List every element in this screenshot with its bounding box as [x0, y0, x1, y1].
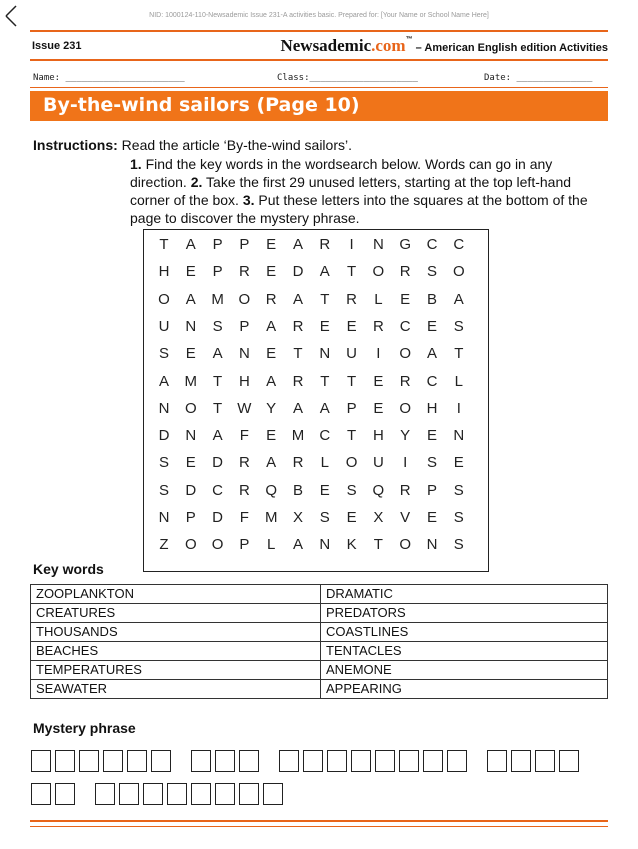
- letter-box[interactable]: [55, 750, 75, 772]
- grid-letter: A: [185, 236, 196, 253]
- grid-letter: P: [239, 236, 250, 253]
- grid-letter: C: [399, 317, 411, 335]
- grid-letter: T: [293, 345, 303, 363]
- grid-letter: R: [399, 372, 411, 390]
- wordsearch-grid: [143, 229, 489, 572]
- page-title: By-the-wind sailors (Page 10): [43, 94, 360, 116]
- grid-letter: P: [239, 317, 250, 335]
- grid-letter: A: [292, 236, 303, 253]
- grid-letter: L: [320, 454, 329, 472]
- name-field[interactable]: Name: ______________________: [33, 73, 185, 83]
- table-row: [31, 623, 608, 642]
- class-field[interactable]: Class:____________________: [277, 73, 418, 83]
- grid-letter: Q: [372, 481, 385, 499]
- instructions-intro: [33, 137, 352, 153]
- grid-letter: A: [319, 399, 330, 417]
- grid-letter: R: [319, 236, 331, 253]
- grid-letter: C: [319, 427, 331, 445]
- keyword-cell: ZOOPLANKTON: [31, 585, 321, 604]
- edition-label: – American English edition Activities: [412, 42, 608, 54]
- grid-letter: E: [266, 427, 277, 445]
- grid-letter: S: [346, 481, 357, 499]
- grid-letter: H: [158, 263, 170, 281]
- grid-letter: E: [319, 317, 330, 335]
- step-1-number: 1.: [130, 156, 142, 172]
- grid-letter: U: [372, 454, 384, 472]
- letter-box[interactable]: [351, 750, 371, 772]
- instructions-steps: [130, 155, 608, 227]
- grid-letter: L: [267, 536, 276, 554]
- grid-letter: A: [319, 263, 330, 281]
- grid-letter: E: [426, 427, 437, 445]
- grid-letter: T: [320, 290, 330, 308]
- grid-letter: P: [212, 236, 223, 253]
- grid-letter: M: [184, 372, 198, 390]
- table-row: [31, 604, 608, 623]
- grid-letter: N: [158, 509, 170, 526]
- letter-box[interactable]: [327, 750, 347, 772]
- grid-letter: T: [347, 263, 357, 281]
- grid-letter: H: [426, 399, 438, 417]
- grid-letter: T: [347, 372, 357, 390]
- grid-letter: T: [373, 536, 383, 554]
- instructions-label: Instructions:: [33, 137, 118, 153]
- grid-letter: E: [453, 454, 464, 472]
- grid-letter: A: [158, 372, 169, 390]
- grid-letter: T: [213, 399, 223, 417]
- grid-letter: D: [292, 263, 304, 281]
- grid-letter: R: [399, 481, 411, 499]
- table-row: [31, 661, 608, 680]
- letter-box[interactable]: [303, 750, 323, 772]
- grid-letter: R: [372, 317, 384, 335]
- letter-box[interactable]: [399, 750, 419, 772]
- table-row: [31, 680, 608, 699]
- letter-box[interactable]: [167, 783, 187, 805]
- header-rule: [30, 59, 608, 61]
- grid-letter: E: [426, 317, 437, 335]
- corner-arrow-icon: [0, 0, 42, 42]
- brand-line: [280, 36, 608, 56]
- grid-letter: S: [158, 345, 169, 363]
- grid-letter: E: [266, 345, 277, 363]
- letter-box[interactable]: [79, 750, 99, 772]
- keyword-cell: TEMPERATURES: [31, 661, 321, 680]
- grid-letter: U: [346, 345, 358, 363]
- keywords-table: [30, 584, 608, 699]
- issue-number: Issue 231: [32, 40, 82, 52]
- grid-letter: V: [400, 509, 411, 526]
- grid-letter: P: [426, 481, 437, 499]
- grid-letter: O: [372, 263, 385, 281]
- trademark: ™: [405, 36, 413, 43]
- footer-rule: [30, 820, 608, 822]
- date-field[interactable]: Date: ______________: [484, 73, 593, 83]
- letter-box[interactable]: [127, 750, 147, 772]
- grid-letter: Y: [400, 427, 411, 445]
- grid-letter: C: [212, 481, 224, 499]
- letter-box[interactable]: [447, 750, 467, 772]
- grid-letter: A: [266, 317, 277, 335]
- keyword-cell: DRAMATIC: [321, 585, 608, 604]
- grid-letter: R: [238, 481, 250, 499]
- logo-dotcom: .com: [371, 36, 406, 55]
- step-3-number: 3.: [242, 192, 255, 208]
- grid-letter: A: [292, 290, 303, 308]
- keyword-cell: PREDATORS: [321, 604, 608, 623]
- grid-letter: S: [453, 317, 464, 335]
- grid-letter: R: [346, 290, 358, 308]
- grid-letter: L: [374, 290, 383, 308]
- grid-letter: P: [212, 263, 223, 281]
- grid-letter: S: [426, 263, 437, 281]
- mystery-phrase-title: Mystery phrase: [33, 720, 136, 736]
- grid-letter: O: [158, 290, 170, 308]
- letter-box[interactable]: [375, 750, 395, 772]
- instructions-intro-text: Read the article ‘By-the-wind sailors’.: [117, 137, 352, 153]
- letter-box[interactable]: [535, 750, 555, 772]
- grid-letter: M: [264, 509, 278, 526]
- grid-letter: N: [372, 236, 384, 253]
- grid-letter: E: [400, 290, 411, 308]
- grid-letter: O: [399, 345, 412, 363]
- grid-letter: C: [426, 372, 438, 390]
- grid-letter: X: [292, 509, 303, 526]
- nid-line: NID: 1000124-110-Newsademic Issue 231-A activities basic. Prepared for: [Your Name or School Name Here]: [149, 12, 489, 19]
- grid-letter: S: [426, 454, 437, 472]
- grid-letter: T: [159, 236, 169, 253]
- letter-box[interactable]: [511, 750, 531, 772]
- grid-letter: E: [346, 509, 357, 526]
- grid-letter: T: [347, 427, 357, 445]
- letter-box[interactable]: [191, 783, 211, 805]
- grid-letter: S: [319, 509, 330, 526]
- grid-letter: Y: [266, 399, 277, 417]
- grid-letter: S: [158, 481, 169, 499]
- letter-box[interactable]: [487, 750, 507, 772]
- grid-letter: N: [426, 536, 438, 554]
- grid-letter: R: [292, 372, 304, 390]
- keyword-cell: ANEMONE: [321, 661, 608, 680]
- grid-letter: N: [238, 345, 250, 363]
- grid-letter: E: [373, 372, 384, 390]
- grid-letter: N: [453, 427, 465, 445]
- grid-letter: F: [239, 427, 249, 445]
- letter-box[interactable]: [423, 750, 443, 772]
- grid-letter: N: [319, 536, 331, 554]
- step-2-number: 2.: [190, 174, 203, 190]
- letter-box[interactable]: [31, 750, 51, 772]
- grid-letter: S: [158, 454, 169, 472]
- keyword-cell: APPEARING: [321, 680, 608, 699]
- grid-letter: I: [376, 345, 381, 363]
- letter-box[interactable]: [239, 783, 259, 805]
- grid-letter: T: [454, 345, 464, 363]
- grid-letter: G: [399, 236, 412, 253]
- grid-letter: H: [238, 372, 250, 390]
- grid-letter: E: [346, 317, 357, 335]
- grid-letter: P: [346, 399, 357, 417]
- keyword-cell: TENTACLES: [321, 642, 608, 661]
- grid-letter: D: [212, 509, 224, 526]
- grid-letter: O: [452, 263, 465, 281]
- grid-letter: A: [453, 290, 464, 308]
- grid-letter: O: [211, 536, 224, 554]
- grid-letter: E: [266, 236, 277, 253]
- grid-letter: A: [292, 536, 303, 554]
- title-banner: [30, 91, 608, 121]
- grid-letter: T: [213, 372, 223, 390]
- grid-letter: E: [266, 263, 277, 281]
- letter-box[interactable]: [263, 783, 283, 805]
- grid-letter: L: [454, 372, 463, 390]
- grid-letter: U: [158, 317, 170, 335]
- grid-letter: C: [453, 236, 465, 253]
- keywords-title: Key words: [33, 561, 104, 577]
- grid-letter: R: [238, 263, 250, 281]
- grid-letter: R: [292, 317, 304, 335]
- grid-letter: K: [346, 536, 357, 554]
- grid-letter: N: [319, 345, 331, 363]
- keyword-cell: THOUSANDS: [31, 623, 321, 642]
- grid-letter: O: [399, 536, 412, 554]
- grid-letter: R: [292, 454, 304, 472]
- grid-letter: N: [185, 317, 197, 335]
- grid-letter: O: [345, 454, 358, 472]
- grid-letter: Z: [159, 536, 169, 554]
- letter-box[interactable]: [239, 750, 259, 772]
- grid-letter: S: [453, 536, 464, 554]
- top-rule: [30, 30, 608, 32]
- grid-letter: A: [292, 399, 303, 417]
- grid-letter: C: [426, 236, 438, 253]
- grid-letter: H: [372, 427, 384, 445]
- letter-box[interactable]: [191, 750, 211, 772]
- keyword-cell: SEAWATER: [31, 680, 321, 699]
- letter-box[interactable]: [279, 750, 299, 772]
- grid-letter: I: [456, 399, 461, 417]
- letter-box[interactable]: [119, 783, 139, 805]
- grid-letter: M: [291, 427, 305, 445]
- grid-letter: R: [399, 263, 411, 281]
- grid-letter: O: [184, 536, 197, 554]
- grid-letter: O: [238, 290, 251, 308]
- grid-letter: A: [212, 427, 223, 445]
- grid-letter: A: [266, 372, 277, 390]
- grid-letter: P: [185, 509, 196, 526]
- grid-letter: A: [185, 290, 196, 308]
- grid-letter: I: [349, 236, 354, 253]
- grid-letter: F: [239, 509, 249, 526]
- table-row: [31, 642, 608, 661]
- newsademic-logo: Newsademic: [280, 36, 372, 55]
- fields-rule: [30, 87, 608, 88]
- letter-box[interactable]: [103, 750, 123, 772]
- grid-letter: Q: [265, 481, 278, 499]
- grid-letter: E: [426, 509, 437, 526]
- grid-letter: E: [185, 345, 196, 363]
- letter-box[interactable]: [143, 783, 163, 805]
- step-2-text: Take the first 29 unused letters, starting at the top left-hand corner of the box.: [130, 174, 572, 208]
- grid-letter: A: [426, 345, 437, 363]
- grid-letter: O: [184, 399, 197, 417]
- keyword-cell: COASTLINES: [321, 623, 608, 642]
- grid-letter: E: [185, 263, 196, 281]
- step-3-text: Put these letters into the squares at the bottom of the page to discover the mystery phrase.: [130, 192, 588, 226]
- step-1-text: Find the key words in the wordsearch below. Words can go in any direction.: [130, 156, 553, 190]
- grid-letter: X: [373, 509, 384, 526]
- grid-letter: B: [426, 290, 437, 308]
- grid-letter: S: [453, 509, 464, 526]
- grid-letter: O: [399, 399, 412, 417]
- grid-letter: R: [238, 454, 250, 472]
- keyword-cell: CREATURES: [31, 604, 321, 623]
- grid-letter: E: [185, 454, 196, 472]
- table-row: [31, 585, 608, 604]
- letter-box[interactable]: [151, 750, 171, 772]
- grid-letter: N: [185, 427, 197, 445]
- grid-letter: D: [185, 481, 197, 499]
- grid-letter: E: [319, 481, 330, 499]
- letter-box[interactable]: [55, 783, 75, 805]
- grid-letter: W: [237, 399, 252, 417]
- grid-letter: E: [373, 399, 384, 417]
- keyword-cell: BEACHES: [31, 642, 321, 661]
- footer-rule-thin: [30, 826, 608, 827]
- letter-box[interactable]: [95, 783, 115, 805]
- grid-letter: N: [158, 399, 170, 417]
- grid-letter: A: [266, 454, 277, 472]
- grid-letter: D: [158, 427, 170, 445]
- letter-box[interactable]: [215, 750, 235, 772]
- grid-letter: D: [212, 454, 224, 472]
- grid-letter: P: [239, 536, 250, 554]
- grid-letter: A: [212, 345, 223, 363]
- grid-letter: I: [403, 454, 408, 472]
- letter-box[interactable]: [31, 783, 51, 805]
- letter-box[interactable]: [215, 783, 235, 805]
- grid-letter: T: [320, 372, 330, 390]
- grid-letter: S: [212, 317, 223, 335]
- grid-letter: B: [292, 481, 303, 499]
- grid-letter: S: [453, 481, 464, 499]
- grid-letter: M: [211, 290, 224, 308]
- letter-box[interactable]: [559, 750, 579, 772]
- grid-letter: R: [265, 290, 277, 308]
